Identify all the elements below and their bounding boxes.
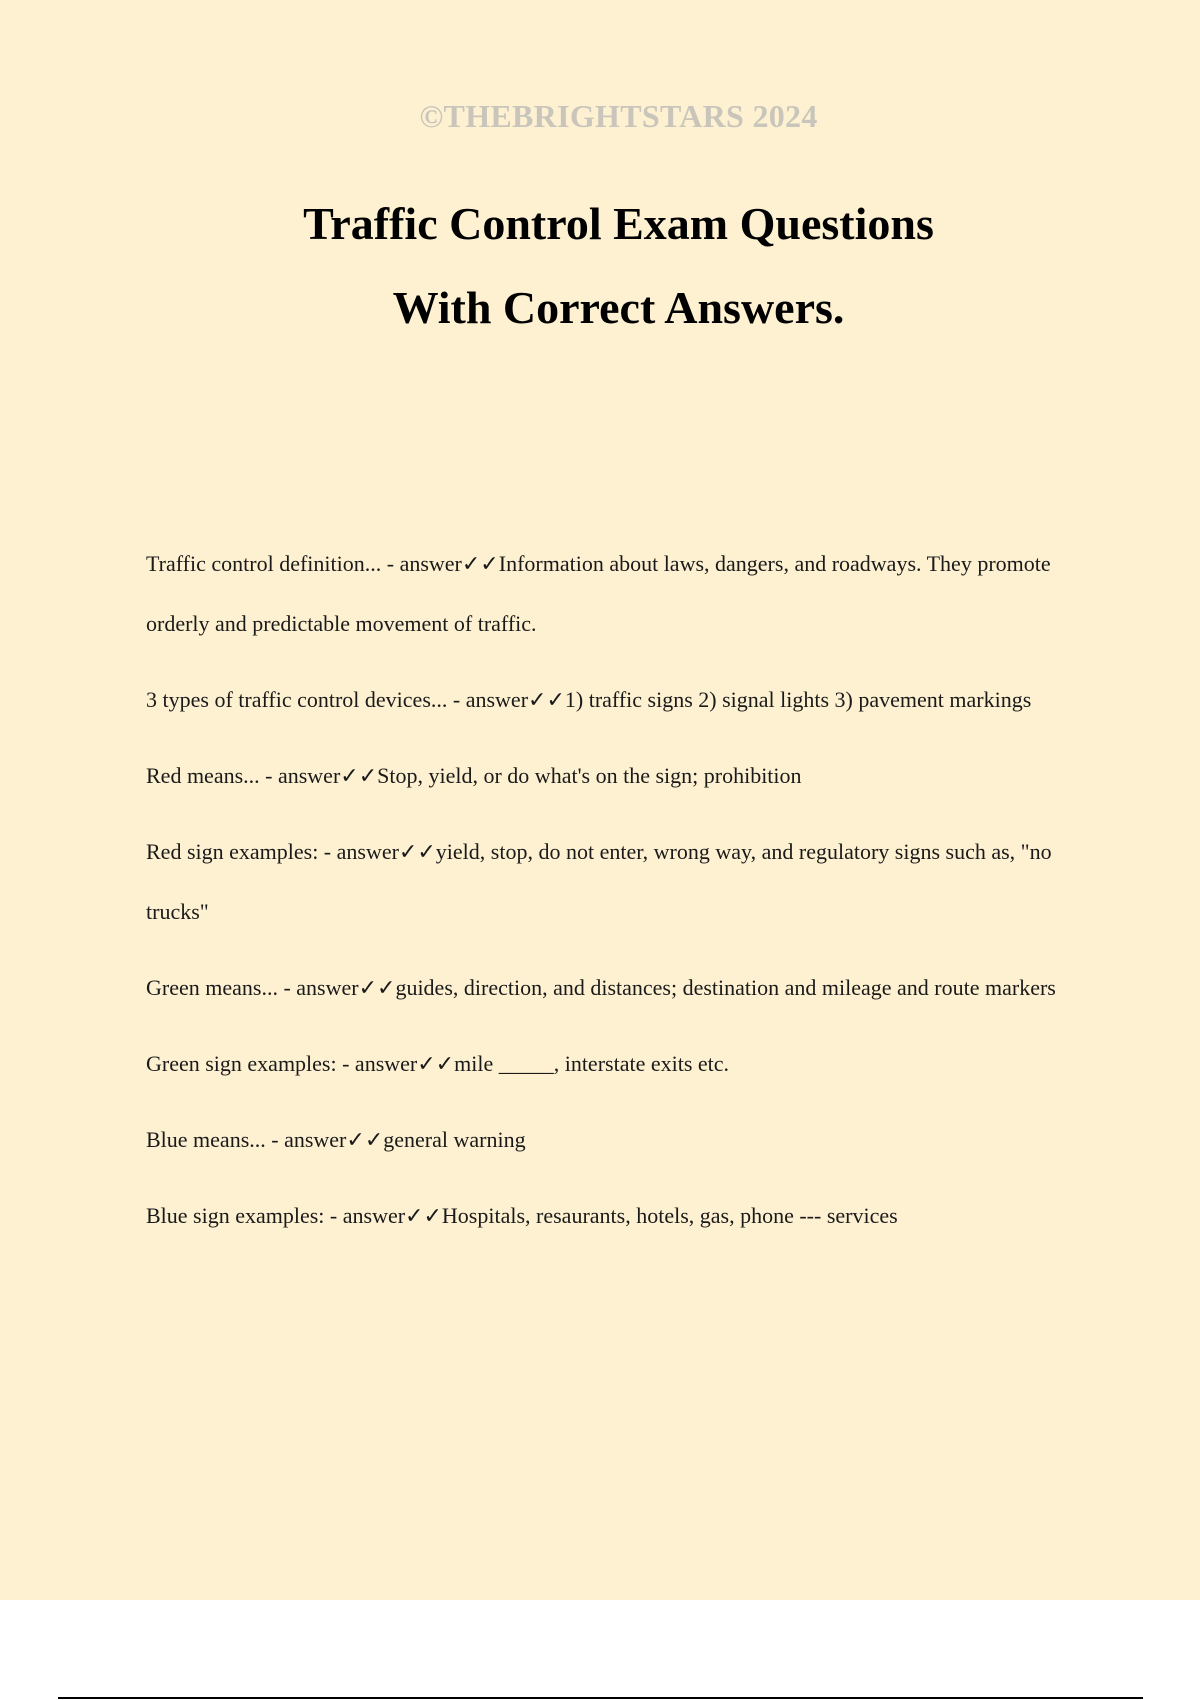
page-title-line-1: Traffic Control Exam Questions xyxy=(303,198,934,249)
qa-list xyxy=(146,534,1076,1262)
qa-item: Blue sign examples: - answer✓✓Hospitals, resaurants, hotels, gas, phone --- services xyxy=(146,1203,898,1228)
qa-item: Green sign examples: - answer✓✓mile _____, interstate exits etc. xyxy=(146,1051,730,1076)
footer-divider xyxy=(58,1697,1143,1699)
qa-item: Traffic control definition... - answer✓✓Information about laws, dangers, and roadways. They promote orderly and predictable movement of traffic. xyxy=(146,551,1051,636)
qa-item: Blue means... - answer✓✓general warning xyxy=(146,1127,526,1152)
watermark: ©THEBRIGHTSTARS 2024 xyxy=(419,98,818,134)
qa-item: Red sign examples: - answer✓✓yield, stop, do not enter, wrong way, and regulatory signs such as, "no trucks" xyxy=(146,839,1052,924)
qa-item: Red means... - answer✓✓Stop, yield, or do what's on the sign; prohibition xyxy=(146,763,802,788)
qa-item: 3 types of traffic control devices... - answer✓✓1) traffic signs 2) signal lights 3) pavement markings xyxy=(146,687,1032,712)
page-title-line-2: With Correct Answers. xyxy=(392,282,845,333)
qa-item: Green means... - answer✓✓guides, direction, and distances; destination and mileage and route markers xyxy=(146,975,1056,1000)
